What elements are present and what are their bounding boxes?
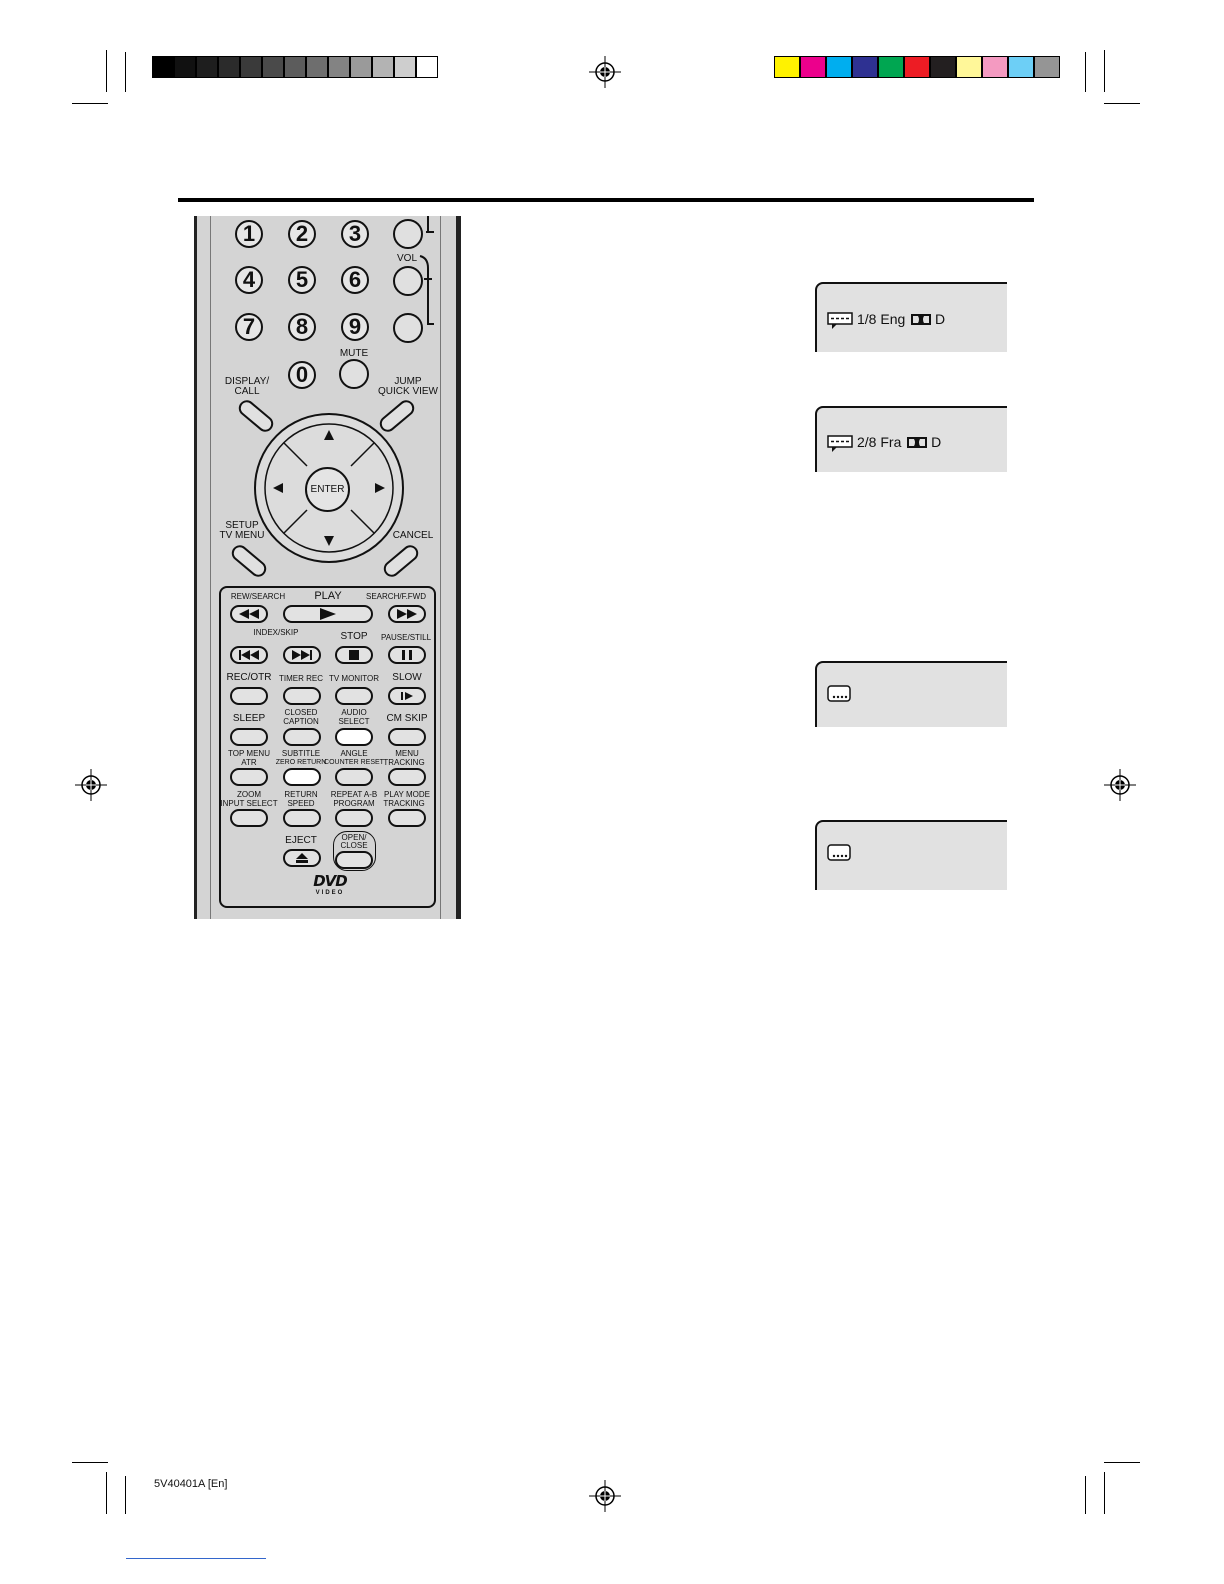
sleep-button[interactable] [230, 728, 268, 746]
tv-menu-label: TV MENU [219, 530, 265, 541]
remote-edge [194, 216, 197, 919]
color-swatch [956, 56, 982, 78]
top-menu-atr-button[interactable] [230, 768, 268, 786]
eject-button[interactable] [283, 849, 321, 867]
gray-swatch [174, 56, 196, 78]
tracking-minus-label: TRACKING [383, 799, 425, 808]
close-label: CLOSE [340, 841, 368, 850]
remote-edge [456, 216, 461, 919]
remote-edge [440, 216, 441, 919]
color-swatch [774, 56, 800, 78]
slow-icon [401, 692, 413, 700]
skip-back-button[interactable] [230, 646, 268, 664]
color-swatch [852, 56, 878, 78]
play-mode-button[interactable] [388, 809, 426, 827]
repeat-ab-button[interactable] [335, 809, 373, 827]
stop-button[interactable] [335, 646, 373, 664]
vol-label: VOL [396, 253, 418, 264]
gray-swatch [196, 56, 218, 78]
number-button-8[interactable]: 8 [288, 313, 316, 341]
rec-otr-label: REC/OTR [226, 672, 272, 683]
speed-label: SPEED [287, 799, 315, 808]
stop-label: STOP [340, 631, 368, 642]
osd-audio-track: 1/8 Eng [857, 311, 906, 327]
call-label: CALL [234, 386, 260, 397]
speech-bubble-icon [827, 312, 853, 330]
dolby-icon [911, 314, 931, 325]
index-skip-label: INDEX/SKIP [253, 628, 299, 637]
open-label: OPEN/ [341, 833, 367, 842]
pause-icon [402, 650, 412, 660]
slow-label: SLOW [392, 672, 422, 683]
registration-mark-icon [589, 1480, 621, 1512]
pause-still-label: PAUSE/STILL [380, 633, 432, 642]
tv-monitor-button[interactable] [335, 687, 373, 705]
jump-label: JUMP [394, 376, 422, 387]
repeat-ab-label: REPEAT A-B [330, 790, 378, 799]
angle-button[interactable] [335, 768, 373, 786]
subtitle-label: SUBTITLE [281, 749, 321, 758]
play-mode-label: PLAY MODE [384, 790, 430, 799]
dvd-logo-sub: VIDEO [315, 890, 345, 896]
number-button-7[interactable]: 7 [235, 313, 263, 341]
zoom-label: ZOOM [237, 790, 261, 799]
play-label: PLAY [314, 590, 342, 602]
mute-label: MUTE [339, 348, 369, 359]
osd-subtitle-display [815, 820, 1007, 890]
sleep-label: SLEEP [232, 713, 266, 724]
gray-swatch [372, 56, 394, 78]
number-button-6[interactable]: 6 [341, 266, 369, 294]
mute-button[interactable] [339, 359, 369, 389]
color-swatch [1008, 56, 1034, 78]
registration-mark-icon [75, 769, 107, 801]
enter-button[interactable]: ENTER [305, 467, 350, 512]
gray-swatch [416, 56, 438, 78]
subtitle-button[interactable] [283, 768, 321, 786]
stop-icon [349, 650, 359, 660]
skip-forward-button[interactable] [283, 646, 321, 664]
osd-audio-format: D [931, 434, 942, 450]
header-rule [178, 198, 1034, 202]
number-button-9[interactable]: 9 [341, 313, 369, 341]
color-swatch [904, 56, 930, 78]
gray-swatch [394, 56, 416, 78]
cm-skip-label: CM SKIP [386, 713, 428, 724]
audio-select-button[interactable] [335, 728, 373, 746]
volume-bracket-icon [418, 216, 438, 336]
subtitle-box-icon [827, 844, 853, 862]
closed-label: CLOSED [284, 708, 318, 717]
color-swatch [930, 56, 956, 78]
document-code: 5V40401A [En] [154, 1478, 228, 1490]
return-label: RETURN [284, 790, 318, 799]
osd-audio-display [815, 406, 1007, 472]
skip-back-icon [239, 650, 259, 660]
open-close-button[interactable] [335, 851, 373, 869]
gray-swatch [284, 56, 306, 78]
closed-caption-button[interactable] [283, 728, 321, 746]
number-button-4[interactable]: 4 [235, 266, 263, 294]
caption-label: CAPTION [283, 717, 319, 726]
quick-view-label: QUICK VIEW [377, 386, 439, 397]
rewind-icon [239, 609, 259, 619]
play-icon [320, 608, 336, 620]
fast-forward-icon [397, 609, 417, 619]
gray-swatch [262, 56, 284, 78]
dvd-logo-text: DVD [313, 872, 347, 890]
color-swatch [826, 56, 852, 78]
timer-rec-button[interactable] [283, 687, 321, 705]
subtitle-box-icon [827, 685, 853, 703]
fast-forward-button[interactable] [388, 605, 426, 623]
registration-mark-icon [1104, 769, 1136, 801]
menu-tracking-button[interactable] [388, 768, 426, 786]
osd-audio-format: D [935, 311, 946, 327]
eject-label: EJECT [285, 835, 317, 846]
pause-still-button[interactable] [388, 646, 426, 664]
select-label: SELECT [338, 717, 370, 726]
setup-label: SETUP [225, 520, 259, 531]
dolby-icon [907, 437, 927, 448]
dvd-logo [306, 874, 354, 897]
gray-swatch [306, 56, 328, 78]
atr-label: ATR [241, 758, 257, 767]
color-swatch [878, 56, 904, 78]
gray-swatch [350, 56, 372, 78]
color-swatch [982, 56, 1008, 78]
menu-label: MENU [395, 749, 419, 758]
return-speed-button[interactable] [283, 809, 321, 827]
top-menu-label: TOP MENU [228, 749, 270, 758]
bottom-line [126, 1558, 266, 1559]
zero-return-label: ZERO RETURN [275, 759, 327, 766]
osd-audio-display [815, 282, 1007, 352]
tv-monitor-label: TV MONITOR [328, 674, 380, 683]
number-button-0[interactable]: 0 [288, 361, 316, 389]
angle-label: ANGLE [340, 749, 368, 758]
gray-swatch [152, 56, 174, 78]
input-select-label: INPUT SELECT [220, 799, 278, 808]
osd-subtitle-display [815, 661, 1007, 727]
number-button-1[interactable]: 1 [235, 220, 263, 248]
speech-bubble-icon [827, 435, 853, 453]
counter-reset-label: COUNTER RESET [324, 759, 384, 766]
color-swatch [1034, 56, 1060, 78]
timer-rec-label: TIMER REC [279, 674, 323, 683]
display-label: DISPLAY/ [224, 376, 270, 387]
eject-icon [296, 853, 308, 863]
number-button-2[interactable]: 2 [288, 220, 316, 248]
audio-label: AUDIO [341, 708, 367, 717]
program-label: PROGRAM [333, 799, 375, 808]
color-swatch [800, 56, 826, 78]
search-ffwd-label: SEARCH/F.FWD [366, 592, 426, 601]
gray-swatch [328, 56, 350, 78]
rew-search-label: REW/SEARCH [230, 592, 286, 601]
tracking-plus-label: TRACKING [383, 758, 425, 767]
number-button-5[interactable]: 5 [288, 266, 316, 294]
zoom-button[interactable] [230, 809, 268, 827]
registration-mark-icon [589, 56, 621, 88]
slow-button[interactable] [388, 687, 426, 705]
osd-audio-track: 2/8 Fra [857, 434, 902, 450]
gray-swatch [218, 56, 240, 78]
rec-otr-button[interactable] [230, 687, 268, 705]
number-button-3[interactable]: 3 [341, 220, 369, 248]
cancel-label: CANCEL [392, 530, 434, 541]
cm-skip-button[interactable] [388, 728, 426, 746]
play-button[interactable] [283, 605, 373, 623]
gray-swatch [240, 56, 262, 78]
remote-edge [210, 216, 211, 919]
skip-forward-icon [292, 650, 312, 660]
rewind-button[interactable] [230, 605, 268, 623]
